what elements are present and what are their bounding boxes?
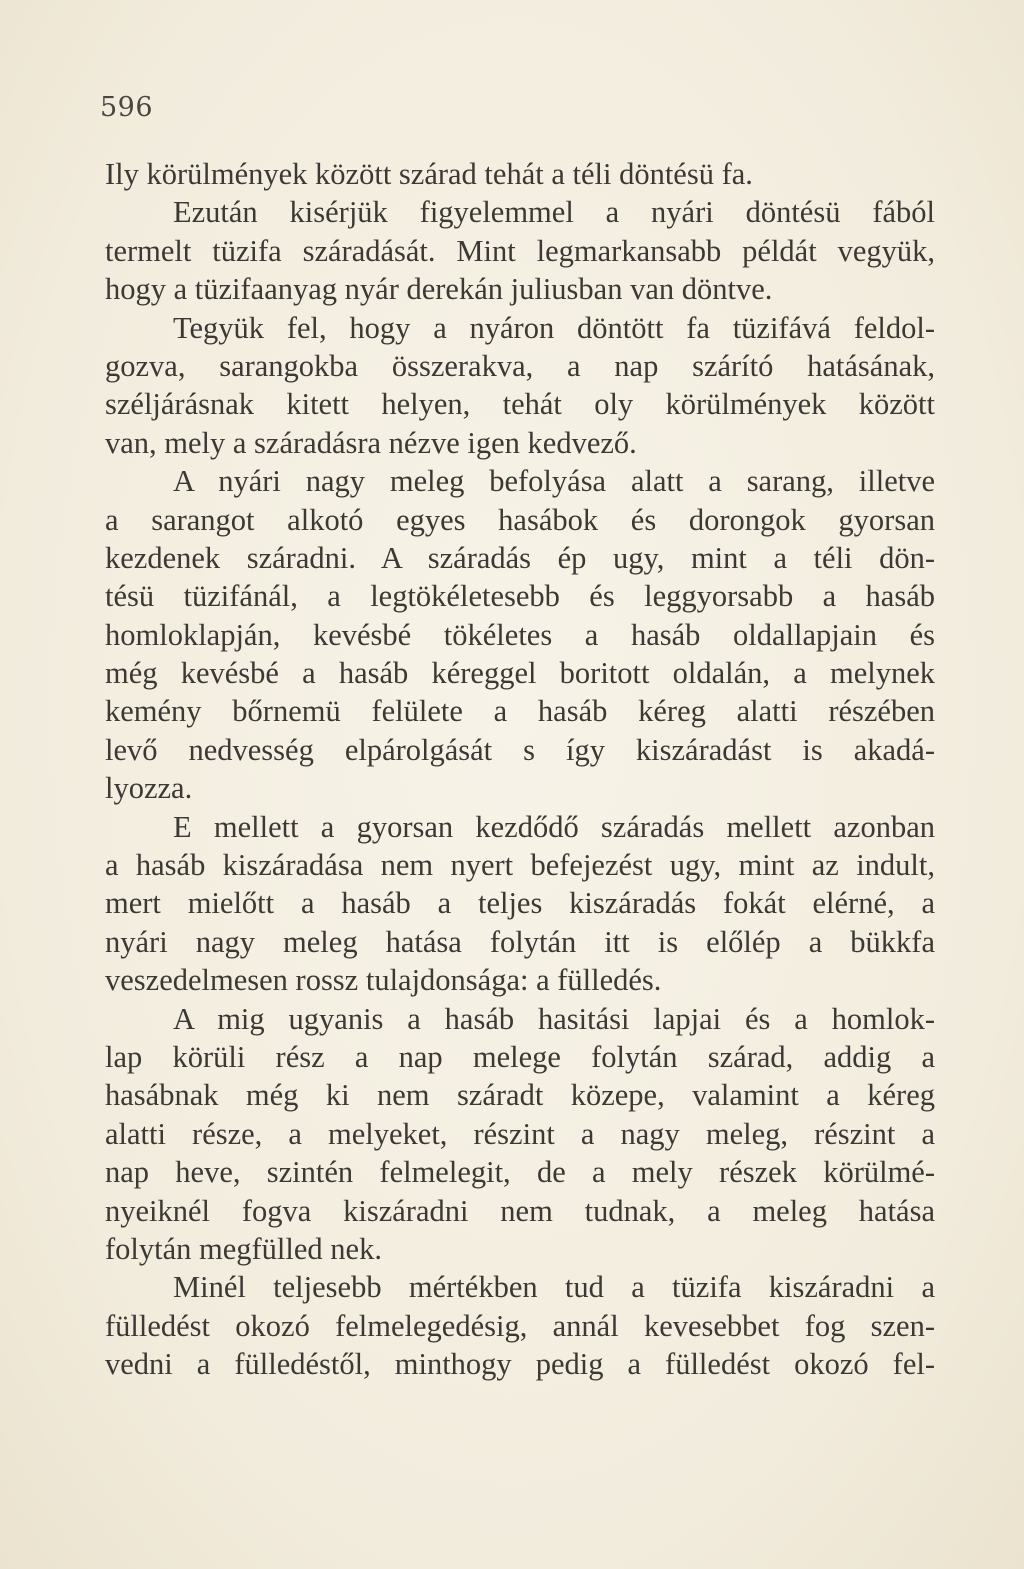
text-line: hogy a tüzifaanyag nyár derekán juliusban van döntve. [105, 272, 773, 307]
text-line: veszedelmesen rossz tulajdonsága: a fülledés. [105, 963, 662, 998]
text-line: hasábnak még ki nem száradt közepe, valamint a kéreg [105, 1078, 935, 1113]
text-line: Ily körülmények között szárad tehát a téli döntésü fa. [105, 157, 753, 191]
text-line: lap körüli rész a nap melege folytán szárad, addig a [105, 1039, 935, 1074]
body-text [105, 155, 935, 1384]
text-line: homloklapján, kevésbé tökéletes a hasáb oldallapjain és [105, 617, 935, 652]
text-line: van, mely a száradásra nézve igen kedvező. [105, 425, 637, 460]
text-line: még kevésbé a hasáb kéreggel boritott oldalán, a melynek [105, 656, 935, 691]
text-line: Tegyük fel, hogy a nyáron döntött fa tüzifává feldol- [173, 310, 935, 345]
text-line: fülledést okozó felmelegedésig, annál kevesebbet fog szen- [105, 1308, 935, 1343]
text-line: A nyári nagy meleg befolyása alatt a sarang, illetve [173, 464, 935, 499]
page-number: 596 [100, 92, 154, 123]
text-line: Minél teljesebb mértékben tud a tüzifa kiszáradni a [173, 1270, 935, 1305]
text-line: mert mielőtt a hasáb a teljes kiszáradás fokát elérné, a [105, 886, 935, 921]
text-line: kemény bőrnemü felülete a hasáb kéreg alatti részében [105, 694, 935, 729]
text-line: nyeiknél fogva kiszáradni nem tudnak, a meleg hatása [105, 1193, 935, 1228]
text-line: a sarangot alkotó egyes hasábok és dorongok gyorsan [105, 502, 935, 537]
text-line: nap heve, szintén felmelegit, de a mely részek körülmé- [105, 1155, 935, 1190]
text-line: tésü tüzifánál, a legtökéletesebb és leggyorsabb a hasáb [105, 579, 935, 614]
text-line: termelt tüzifa száradását. Mint legmarkansabb példát vegyük, [105, 233, 935, 268]
text-line: levő nedvesség elpárolgását s így kiszáradást is akadá- [105, 732, 935, 767]
text-line: lyozza. [105, 771, 193, 806]
text-line: kezdenek száradni. A száradás ép ugy, mint a téli dön- [105, 540, 935, 575]
text-line: széljárásnak kitett helyen, tehát oly körülmények között [105, 387, 935, 422]
text-line: gozva, sarangokba összerakva, a nap szárító hatásának, [105, 348, 935, 383]
text-line: nyári nagy meleg hatása folytán itt is előlép a bükkfa [105, 924, 935, 959]
text-line: Ezután kisérjük figyelemmel a nyári döntésü fából [173, 195, 935, 230]
text-line: alatti része, a melyeket, részint a nagy meleg, részint a [105, 1116, 935, 1151]
text-line: folytán megfülled nek. [105, 1231, 382, 1266]
text-line: a hasáb kiszáradása nem nyert befejezést ugy, mint az indult, [105, 848, 935, 883]
text-line: E mellett a gyorsan kezdődő száradás mellett azonban [173, 809, 935, 844]
text-line: A mig ugyanis a hasáb hasitási lapjai és a homlok- [173, 1001, 935, 1036]
text-line: vedni a fülledéstől, minthogy pedig a fülledést okozó fel- [105, 1347, 935, 1382]
